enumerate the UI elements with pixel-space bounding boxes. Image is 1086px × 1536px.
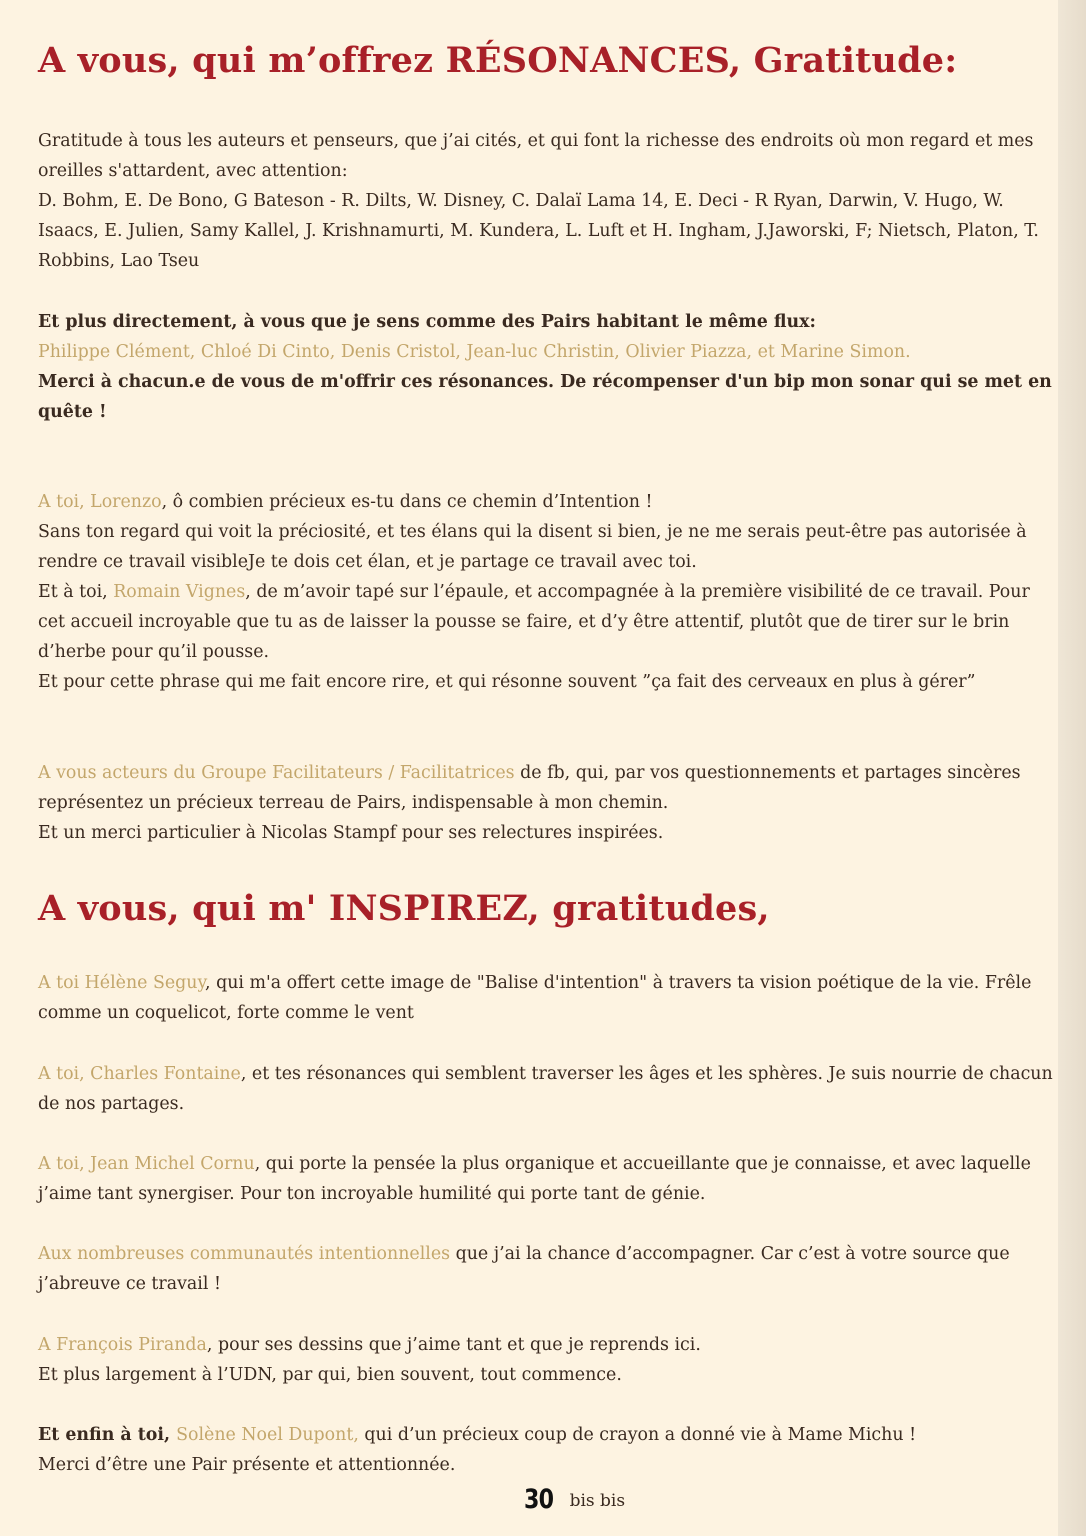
lorenzo-text-2: Sans ton regard qui voit la préciosité, et tes élans qui la disent si bien, je ne me serais peut-être pas autorisée à rendre ce travail visibleJe te dois cet élan, et je partage ce travail avec toi. (38, 522, 1027, 572)
lorenzo-paragraph (38, 487, 1053, 697)
udn-text: Et plus largement à l’UDN, par qui, bien souvent, tout commence. (38, 1365, 622, 1385)
heading-resonances: A vous, qui m’offrez RÉSONANCES, Gratitude: (38, 40, 958, 81)
authors-list: D. Bohm, E. De Bono, G Bateson - R. Dilts, W. Disney, C. Dalaï Lama 14, E. Deci - R Ryan, Darwin, V. Hugo, W. Isaacs, E. Julien, Samy Kallel, J. Krishnamurti, M. Kundera, L. Luft et H. Ingham, J.Jaworski, F; Nietsch, Platon, T. Robbins, Lao Tseu (38, 191, 1039, 271)
charles-name: A toi, Charles Fontaine (38, 1064, 241, 1084)
solene-paragraph (38, 1420, 1053, 1480)
page-suffix: bis bis (569, 1491, 626, 1511)
nicolas-text: Et un merci particulier à Nicolas Stampf pour ses relectures inspirées. (38, 823, 664, 843)
helene-paragraph (38, 968, 1053, 1028)
romain-text: , de m’avoir tapé sur l’épaule, et accompagnée à la première visibilité de ce travail. Pour cet accueil incroyable que tu as de laisser la pousse se faire, et d’y être attentif, plutôt que de tirer sur le brin d’herbe pour qu’il pousse. (38, 582, 1030, 662)
page-footer (524, 1484, 625, 1520)
charles-text: , et tes résonances qui semblent traverser les âges et les sphères. Je suis nourrie de chacun de nos partages. (38, 1064, 1053, 1114)
peers-lead: Et plus directement, à vous que je sens comme des Pairs habitant le même flux: (38, 312, 816, 332)
communautes-text: que j’ai la chance d’accompagner. Car c’est à votre source que j’abreuve ce travail ! (38, 1244, 1010, 1294)
intro-paragraph (38, 126, 1053, 276)
page-edge-shadow (1058, 0, 1086, 1536)
page-number: 30 (524, 1484, 554, 1515)
group-text: de fb, qui, par vos questionnements et partages sincères représentez un précieux terreau de Pairs, indispensable à mon chemin. (38, 763, 1021, 813)
solene-text-2: Merci d’être une Pair présente et attentionnée. (38, 1455, 456, 1475)
helene-text: , qui m'a offert cette image de "Balise d'intention" à travers ta vision poétique de la vie. Frêle comme un coquelicot, forte comme le vent (38, 973, 1032, 1023)
phrase-text: Et pour cette phrase qui me fait encore rire, et qui résonne souvent ”ça fait des cerveaux en plus à gérer” (38, 672, 976, 692)
peers-thanks: Merci à chacun.e de vous de m'offrir ces résonances. De récompenser d'un bip mon sonar qui se met en quête ! (38, 372, 1052, 422)
solene-lead: Et enfin à toi, (38, 1425, 177, 1445)
jeanmichel-text: , qui porte la pensée la plus organique et accueillante que je connaisse, et avec laquelle j’aime tant synergiser. Pour ton incroyable humilité qui porte tant de génie. (38, 1154, 1031, 1204)
peers-paragraph (38, 307, 1053, 427)
solene-text: qui d’un précieux coup de crayon a donné vie à Mame Michu ! (358, 1425, 917, 1445)
francois-paragraph (38, 1330, 1053, 1390)
helene-name: A toi Hélène Seguy (38, 973, 206, 993)
group-name: A vous acteurs du Groupe Facilitateurs / Facilitatrices (38, 763, 515, 783)
romain-pre: Et à toi, (38, 582, 114, 602)
communautes-paragraph (38, 1239, 1053, 1299)
peers-names: Philippe Clément, Chloé Di Cinto, Denis Cristol, Jean-luc Christin, Olivier Piazza, et Marine Simon. (38, 342, 911, 362)
francois-name: A François Piranda (38, 1335, 207, 1355)
jeanmichel-name: A toi, Jean Michel Cornu (38, 1154, 255, 1174)
charles-paragraph (38, 1059, 1053, 1119)
communautes-name: Aux nombreuses communautés intentionnelles (38, 1244, 451, 1264)
lorenzo-text: , ô combien précieux es-tu dans ce chemin d’Intention ! (161, 492, 653, 512)
group-paragraph (38, 758, 1053, 848)
romain-name: Romain Vignes (113, 582, 246, 602)
intro-text: Gratitude à tous les auteurs et penseurs, que j’ai cités, et qui font la richesse des endroits où mon regard et mes oreilles s'attardent, avec attention: (38, 131, 1034, 181)
francois-text: , pour ses dessins que j’aime tant et que je reprends ici. (206, 1335, 701, 1355)
solene-name: Solène Noel Dupont, (176, 1425, 359, 1445)
heading-inspirez: A vous, qui m' INSPIREZ, gratitudes, (38, 888, 770, 929)
jeanmichel-paragraph (38, 1149, 1053, 1209)
lorenzo-name: A toi, Lorenzo (38, 492, 162, 512)
